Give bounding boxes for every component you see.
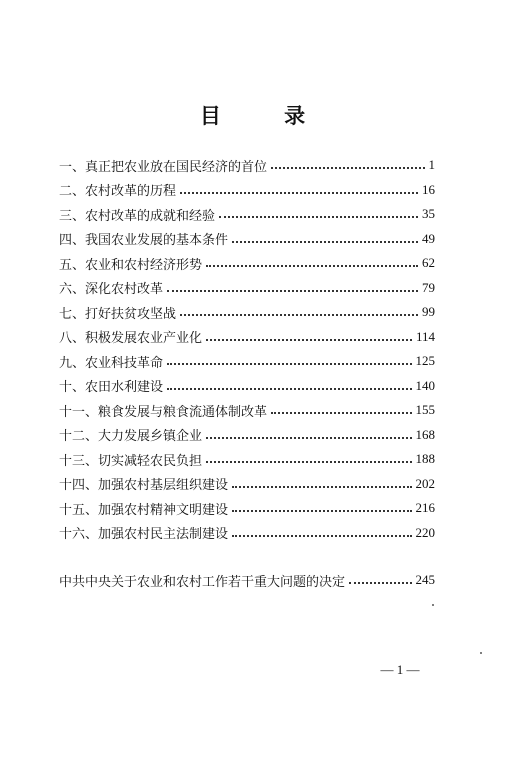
toc-row bbox=[59, 300, 435, 325]
toc-row bbox=[59, 276, 435, 301]
toc-label: 十四、加强农村基层组织建设 bbox=[59, 478, 229, 494]
dot-leader bbox=[206, 437, 411, 439]
toc-page-number: 155 bbox=[415, 402, 435, 418]
toc-page-number: 16 bbox=[422, 181, 435, 197]
toc-label: 三、农村改革的成就和经验 bbox=[59, 208, 216, 224]
dot-leader bbox=[206, 461, 411, 463]
toc-row bbox=[59, 325, 435, 350]
toc-page-number: 125 bbox=[415, 353, 435, 369]
toc-page-number: 216 bbox=[415, 500, 435, 516]
toc-page-number: 35 bbox=[422, 206, 435, 222]
toc-label: 十二、大力发展乡镇企业 bbox=[59, 429, 203, 445]
toc-label: 七、打好扶贫攻坚战 bbox=[59, 306, 177, 322]
toc-row bbox=[59, 227, 435, 252]
dot-leader bbox=[206, 265, 418, 267]
toc-label: 中共中央关于农业和农村工作若干重大问题的决定 bbox=[59, 574, 346, 590]
toc-label: 六、深化农村改革 bbox=[59, 282, 164, 298]
dot-leader bbox=[232, 510, 411, 512]
toc-page-number: 99 bbox=[422, 304, 435, 320]
toc-row bbox=[59, 472, 435, 497]
toc-row bbox=[59, 423, 435, 448]
dot-leader bbox=[167, 363, 411, 365]
toc-row bbox=[59, 568, 435, 593]
toc-label: 五、农业和农村经济形势 bbox=[59, 257, 203, 273]
toc-row bbox=[59, 521, 435, 546]
scan-speck bbox=[432, 604, 434, 606]
toc-label: 十五、加强农村精神文明建设 bbox=[59, 502, 229, 518]
toc-page-number: 79 bbox=[422, 279, 435, 295]
toc-label: 十六、加强农村民主法制建设 bbox=[59, 527, 229, 543]
toc-label: 十三、切实减轻农民负担 bbox=[59, 453, 203, 469]
toc-label: 八、积极发展农业产业化 bbox=[59, 331, 203, 347]
toc-label: 十、农田水利建设 bbox=[59, 380, 164, 396]
toc-row bbox=[59, 496, 435, 521]
toc-page-number: 168 bbox=[415, 426, 435, 442]
toc-page-number: 188 bbox=[415, 451, 435, 467]
toc-label: 九、农业科技革命 bbox=[59, 355, 164, 371]
dot-leader bbox=[206, 339, 412, 341]
toc-row bbox=[59, 251, 435, 276]
toc-row bbox=[59, 374, 435, 399]
dot-leader bbox=[167, 290, 418, 292]
toc-label: 十一、粮食发展与粮食流通体制改革 bbox=[59, 404, 268, 420]
toc-label: 二、农村改革的历程 bbox=[59, 184, 177, 200]
dot-leader bbox=[232, 535, 411, 537]
dot-leader bbox=[349, 582, 411, 584]
toc-row bbox=[59, 153, 435, 178]
scan-speck bbox=[480, 652, 482, 654]
dot-leader bbox=[219, 216, 418, 218]
toc-page-number: 140 bbox=[415, 377, 435, 393]
toc-row bbox=[59, 178, 435, 203]
page-title: 目 录 bbox=[199, 103, 334, 128]
page-number: — 1 — bbox=[380, 662, 420, 677]
toc-page-number: 202 bbox=[415, 475, 435, 491]
toc-row bbox=[59, 398, 435, 423]
dot-leader bbox=[271, 167, 424, 169]
dot-leader bbox=[180, 314, 418, 316]
toc-page-number: 114 bbox=[415, 328, 435, 344]
toc-row bbox=[59, 447, 435, 472]
dot-leader bbox=[271, 412, 411, 414]
appendix-entry bbox=[59, 568, 435, 593]
toc-row bbox=[59, 202, 435, 227]
toc-page-number: 62 bbox=[422, 255, 435, 271]
toc-label: 四、我国农业发展的基本条件 bbox=[59, 233, 229, 249]
dot-leader bbox=[232, 486, 411, 488]
dot-leader bbox=[232, 241, 418, 243]
toc-label: 一、真正把农业放在国民经济的首位 bbox=[59, 159, 268, 175]
dot-leader bbox=[180, 192, 418, 194]
toc-page-number: 220 bbox=[415, 524, 435, 540]
toc-page-number: 1 bbox=[428, 157, 435, 173]
toc-row bbox=[59, 349, 435, 374]
dot-leader bbox=[167, 388, 411, 390]
table-of-contents bbox=[59, 153, 435, 545]
toc-page-number: 49 bbox=[422, 230, 435, 246]
toc-page-number: 245 bbox=[415, 572, 435, 588]
